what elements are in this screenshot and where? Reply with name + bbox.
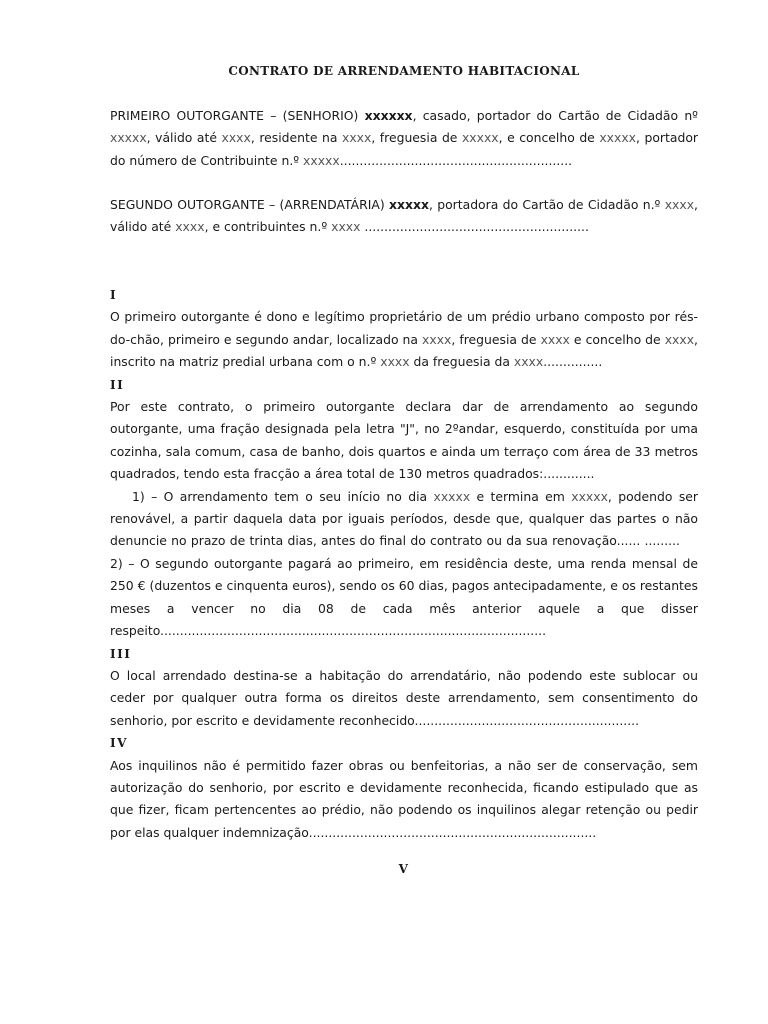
clauses [110,284,698,844]
text-run: da freguesia da [409,354,514,370]
placeholder-parish: xxxxx [461,130,499,146]
placeholder-start-date: xxxxx [433,488,471,504]
dot-leader: ......................................................... [360,219,589,235]
first-party-name: xxxxxx [364,108,413,123]
section-heading-v: V [398,862,410,876]
text-run: , inscrito na matriz predial urbana com o n.º [110,331,698,370]
item-1-text: 1) – O arrendamento tem o seu início no dia [132,488,434,504]
placeholder-validity: xxxx [175,219,205,235]
section-iv-paragraph: Aos inquilinos não é permitido fazer obras ou benfeitorias, a não ser de conservação, sem autorização do senhorio, por escrito e devidamente reconhecida, ficando estipulado que as que fizer, ficam pertencentes ao prédio, não podendo os inquilinos alegar retenção ou pedir por elas qualquer indemnização......................................................................... [110,757,698,840]
section-ii-paragraph: Por este contrato, o primeiro outorgante declara dar de arrendamento ao segundo outorgante, uma fração designada pela letra "J", no 2ºandar, esquerdo, constituída por uma cozinha, sala comum, casa de banho, dois quartos e ainda um terraço com área de 33 metros quadrados, tendo esta fracção a área total de 130 metros quadrados:............. [110,399,698,482]
text-run: e concelho de [569,331,665,347]
section-iii-paragraph: O local arrendado destina-se a habitação do arrendatário, não podendo este sublocar ou ceder por qualquer outra forma os direitos deste arrendamento, sem consentimento do senhorio, por escrito e devidamente reconhecido......................................................... [110,667,698,728]
text-run: , válido até [110,197,698,235]
text-run: , freguesia de [371,130,462,146]
second-party-paragraph [110,194,698,239]
placeholder-cc: xxxxx [110,130,147,146]
placeholder-county: xxxxx [599,130,637,146]
text-run: , e concelho de [498,130,600,146]
text-run: e termina em [470,488,572,504]
text-run: , freguesia de [451,331,541,347]
text-run: , portadora do Cartão de Cidadão n.º [428,197,665,212]
placeholder-end-date: xxxxx [571,488,608,504]
section-v [110,858,698,880]
text-run: , válido até [146,130,222,146]
text-run: , residente na [250,130,342,146]
document-title: CONTRATO DE ARRENDAMENTO HABITACIONAL [228,64,580,78]
section-heading-iii: III [110,646,132,661]
section-heading-iv: IV [110,736,128,751]
first-party-label: PRIMEIRO OUTORGANTE – (SENHORIO) [110,108,359,123]
text-run: , podendo ser renovável, a partir daquela data por iguais períodos, desde que, qualquer das partes o não denuncie no prazo de trinta dias, antes do final do contrato ou da sua renovação...... ......... [110,488,698,549]
text-run: , e contribuintes n.º [204,219,332,235]
placeholder-nif: xxxx [331,219,361,235]
section-ii-items [110,486,698,643]
placeholder-parish-2: xxxx [513,354,544,370]
placeholder-parish: xxxx [540,331,570,347]
dot-leader: ........................................................... [339,152,573,168]
first-party-paragraph [110,105,698,172]
placeholder-county: xxxx [664,331,695,347]
second-party-name: xxxxx [388,197,429,212]
placeholder-cc: xxxx [664,197,695,212]
text-run: , portador do número de Contribuinte n.º [110,130,699,168]
placeholder-matrix-number: xxxx [380,354,410,370]
section-heading-i: I [110,288,118,302]
text-run: O primeiro outorgante é dono e legítimo proprietário de um prédio urbano composto por rés-do-chão, primeiro e segundo andar, localizado na [110,309,698,347]
text-run: , casado, portador do Cartão de Cidadão nº [412,108,699,123]
placeholder-residence: xxxx [341,130,372,146]
placeholder-location: xxxx [422,331,452,347]
dot-leader: ............... [543,354,603,370]
section-i-paragraph [110,306,698,373]
section-heading-ii: II [110,377,125,392]
second-party-label: SEGUNDO OUTORGANTE – (ARRENDATÁRIA) [110,197,385,212]
item-2-text: 2) – O segundo outorgante pagará ao primeiro, em residência deste, uma renda mensal de 250 € (duzentos e cinquenta euros), sendo os 60 dias, pagos antecipadamente, e os restantes meses a vencer no dia 08 de cada mês anterior aquele a que disser respeito.................................................................................................. [110,555,698,639]
placeholder-validity: xxxx [221,130,251,146]
placeholder-nif: xxxxx [303,152,340,168]
